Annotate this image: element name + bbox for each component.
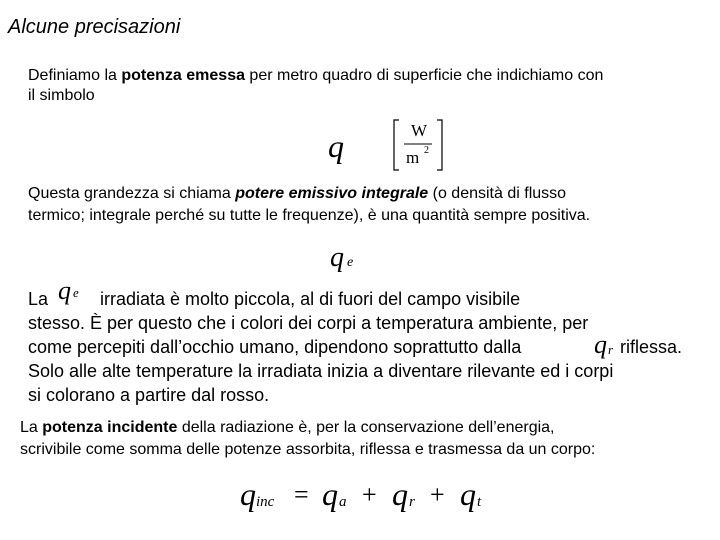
paragraph-3-line-2: stesso. È per questo che i colori dei corpi a temperatura ambiente, per <box>28 313 589 333</box>
paragraph-3-line-3a: come percepiti dall’occhio umano, dipendono soprattutto dalla <box>28 337 522 357</box>
paragraph-2-line-1 <box>28 184 566 204</box>
text: per metro quadro di superficie che indichiamo con <box>244 67 604 84</box>
paragraph-3-line-5: si colorano a partire dal rosso. <box>28 385 270 405</box>
q-letter: q <box>594 330 607 359</box>
subscript-r: r <box>608 342 614 357</box>
text: Questa grandezza si chiama <box>28 185 236 202</box>
equals-sign: = <box>294 480 309 509</box>
text: Definiamo la <box>28 67 122 84</box>
q-letter: q <box>460 476 476 512</box>
subscript-a: a <box>339 494 347 510</box>
paragraph-3-line-4: Solo alle alte temperature la irradiata inizia a diventare rilevante ed i corpi <box>28 361 614 381</box>
unit-denominator: m <box>406 148 420 167</box>
bold-italic-term: potere emissivo integrale <box>235 185 429 202</box>
bold-term: potenza emessa <box>121 67 245 84</box>
paragraph-3-line-1a: La <box>28 289 49 309</box>
unit-numerator: W <box>411 121 428 140</box>
inline-symbol-qe <box>58 268 94 308</box>
subscript-e: e <box>347 255 354 270</box>
page-title: Alcune precisazioni <box>8 16 181 38</box>
q-letter: q <box>322 476 338 512</box>
symbol-q <box>328 118 358 162</box>
subscript-r: r <box>409 494 415 510</box>
q-letter: q <box>330 242 344 273</box>
q-letter: q <box>240 476 256 512</box>
symbol-qe <box>330 236 370 276</box>
plus-sign: + <box>430 480 445 509</box>
paragraph-3-line-3b: riflessa. <box>620 337 683 357</box>
q-letter: q <box>328 128 344 164</box>
paragraph-4-line-2: scrivibile come somma delle potenze assorbita, riflessa e trasmessa da un corpo: <box>20 441 596 458</box>
subscript-inc: inc <box>256 494 275 510</box>
paragraph-3-line-1b: irradiata è molto piccola, al di fuori del campo visibile <box>100 289 521 309</box>
energy-equation <box>238 470 498 520</box>
bold-term: potenza incidente <box>42 419 178 436</box>
q-letter: q <box>58 276 71 305</box>
paragraph-1-line-1 <box>28 66 603 86</box>
subscript-t: t <box>477 494 482 510</box>
text: della radiazione è, per la conservazione dell’energia, <box>177 419 555 436</box>
plus-sign: + <box>362 480 377 509</box>
paragraph-2-line-2: termico; integrale perché su tutte le frequenze), è una quantità sempre positiva. <box>28 207 591 224</box>
paragraph-4-line-1 <box>20 418 555 438</box>
unit-bracket <box>392 118 444 172</box>
subscript-e: e <box>73 285 79 300</box>
unit-exponent: 2 <box>424 145 429 156</box>
q-letter: q <box>392 476 408 512</box>
text: (o densità di flusso <box>428 185 567 202</box>
text: La <box>20 419 43 436</box>
paragraph-1-line-2: il simbolo <box>28 87 95 104</box>
